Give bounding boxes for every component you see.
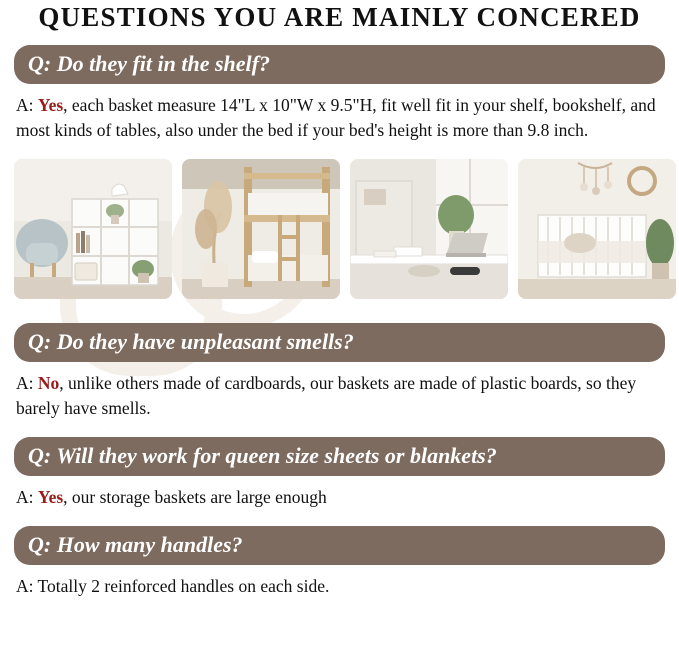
gallery-image-4 (518, 159, 676, 299)
faq-question-2: Q: Do they have unpleasant smells? (14, 323, 665, 362)
faq-answer-3 (16, 485, 663, 510)
faq-answer-1-prefix: A: (16, 95, 38, 116)
gallery-image-2 (182, 159, 340, 299)
faq-answer-1-highlight: Yes (37, 95, 64, 116)
faq-answer-2-highlight: No (37, 372, 60, 393)
faq-answer-3-prefix: A: (16, 486, 38, 507)
gallery-image-3 (350, 159, 508, 299)
faq-question-1: Q: Do they fit in the shelf? (14, 45, 665, 84)
image-gallery (14, 159, 665, 299)
gallery-image-1-graphic (14, 159, 172, 299)
faq-answer-1-rest: , each basket measure 14"L x 10"W x 9.5"H, fit well fit in your shelf, bookshelf, and most kinds of tables, also under the bed if your bed's height is more than 9.8 inch. (16, 95, 656, 140)
faq-question-4: Q: How many handles? (14, 526, 665, 565)
faq-answer-2-rest: , unlike others made of cardboards, our baskets are made of plastic boards, so they barely have smells. (16, 372, 637, 418)
faq-answer-3-rest: , our storage baskets are large enough (63, 486, 327, 507)
faq-spacer-2 (14, 421, 665, 431)
faq-answer-2 (16, 371, 663, 421)
gallery-image-1 (14, 159, 172, 299)
faq-answer-1 (16, 93, 663, 143)
page-title: QUESTIONS YOU ARE MAINLY CONCERED (38, 2, 641, 32)
gallery-image-3-graphic (350, 159, 508, 299)
faq-answer-4-prefix: A: Totally 2 reinforced handles on each side. (16, 575, 330, 596)
faq-answer-2-prefix: A: (16, 372, 38, 393)
faq-question-3: Q: Will they work for queen size sheets or blankets? (14, 437, 665, 476)
gallery-spacer (14, 299, 665, 317)
faq-answer-3-highlight: Yes (37, 486, 64, 507)
faq-content (14, 0, 665, 598)
gallery-image-4-graphic (518, 159, 676, 299)
gallery-image-2-graphic (182, 159, 340, 299)
faq-spacer-3 (14, 510, 665, 520)
faq-answer-4 (16, 574, 663, 599)
